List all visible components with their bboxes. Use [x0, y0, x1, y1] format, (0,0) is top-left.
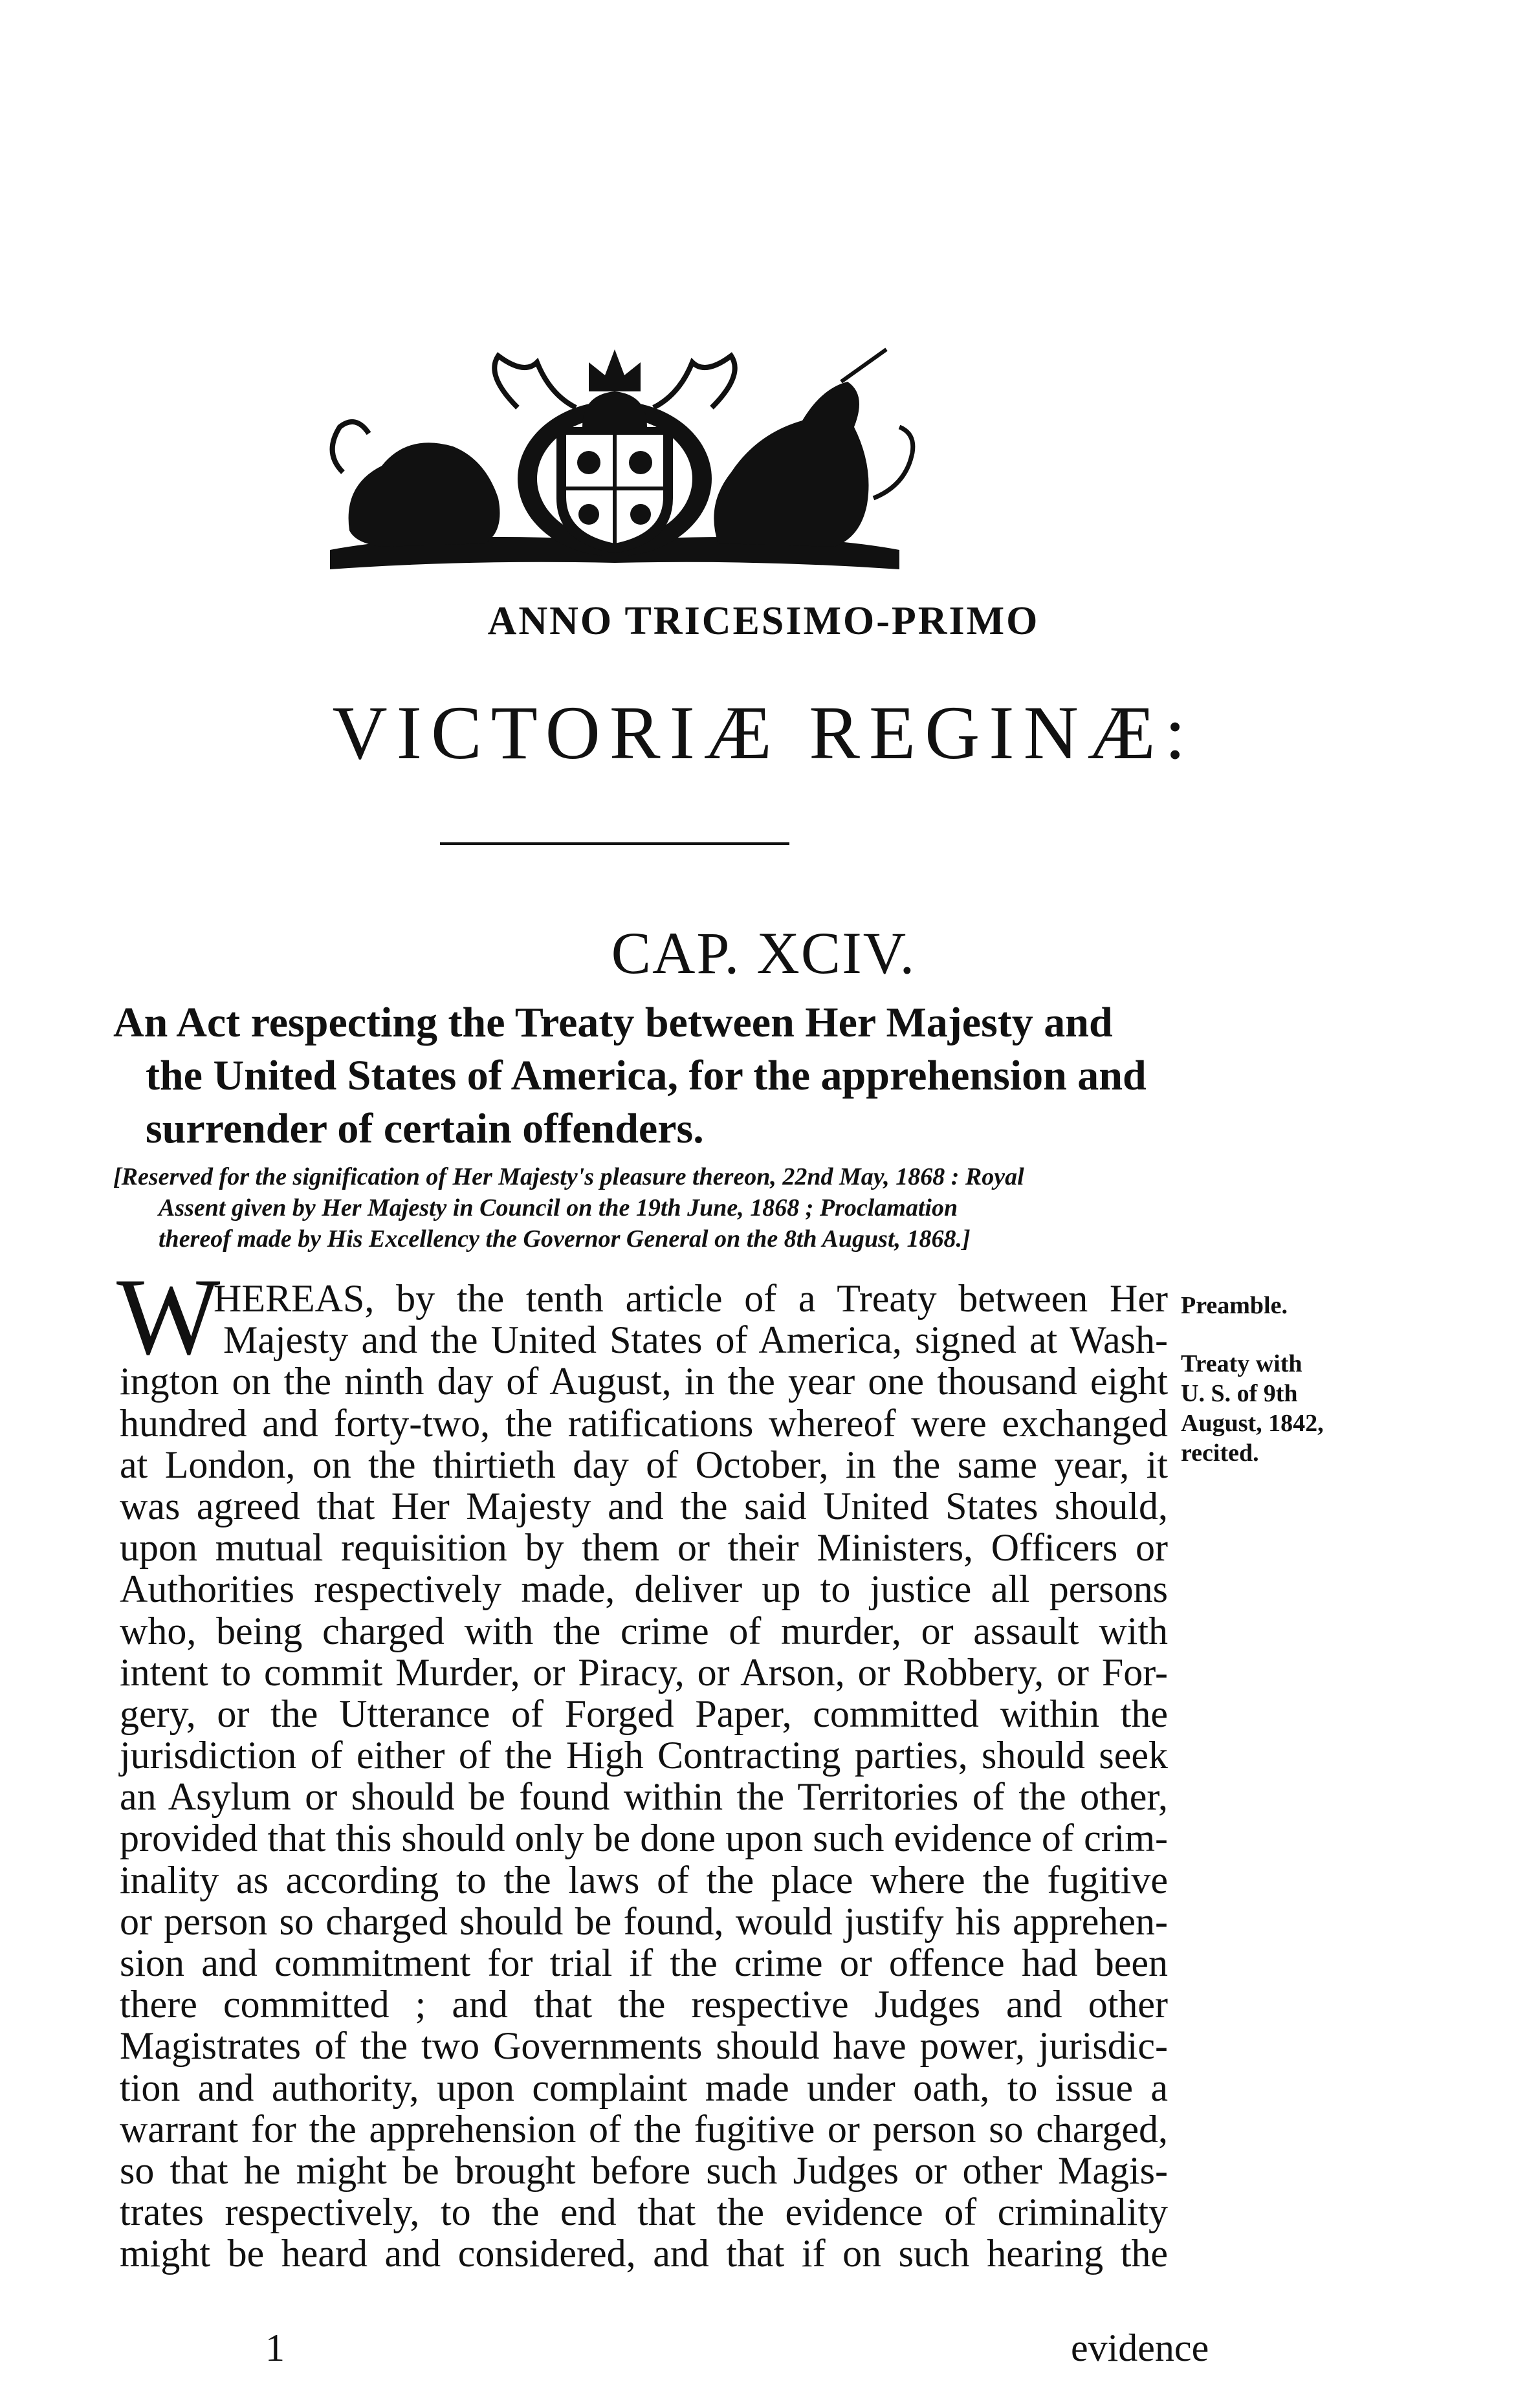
body-line: or person so charged should be found, would justify his apprehen- — [120, 1899, 1168, 1943]
assent-note-line: Assent given by Her Majesty in Council on the 19th June, 1868 ; Proclamation — [159, 1194, 958, 1221]
body-line: might be heard and considered, and that if on such hearing the — [120, 2232, 1168, 2275]
act-title — [113, 996, 1187, 1155]
body-line: HEREAS, by the tenth article of a Treaty between Her — [214, 1277, 1168, 1320]
body-line: was agreed that Her Majesty and the said United States should, — [120, 1484, 1168, 1527]
body-line: ington on the ninth day of August, in the year one thousand eight — [120, 1360, 1168, 1403]
body-line: sion and commitment for trial if the crime or offence had been — [120, 1942, 1168, 1984]
body-line: gery, or the Utterance of Forged Paper, committed within the — [120, 1692, 1168, 1735]
body-line: tion and authority, upon complaint made under oath, to issue a — [120, 2066, 1168, 2109]
page-number: 1 — [265, 2326, 285, 2369]
body-line: who, being charged with the crime of murder, or assault with — [120, 1609, 1168, 1652]
body-line: inality as according to the laws of the place where the fugitive — [120, 1858, 1168, 1901]
body-line: so that he might be brought before such Judges or other Magis- — [120, 2149, 1168, 2192]
preamble-text — [120, 1278, 1168, 2275]
drop-cap-letter: W — [116, 1256, 221, 1377]
assent-note — [113, 1161, 1278, 1254]
body-line: an Asylum or should be found within the Territories of the other, — [120, 1775, 1168, 1819]
regnal-year-heading: ANNO TRICESIMO-PRIMO — [487, 599, 1040, 643]
body-line: Authorities respectively made, deliver up to justice all persons — [120, 1568, 1168, 1611]
margin-note-preamble: Preamble. — [1181, 1292, 1288, 1319]
catchword: evidence — [1071, 2326, 1209, 2369]
body-line: warrant for the apprehension of the fugitive or person so charged, — [120, 2107, 1168, 2151]
body-line: at London, on the thirtieth day of October, in the same year, it — [120, 1443, 1168, 1486]
body-line: upon mutual requisition by them or their Ministers, Officers or — [120, 1526, 1168, 1570]
assent-note-line: thereof made by His Excellency the Governor General on the 8th August, 1868.] — [159, 1225, 971, 1253]
margin-note-line: recited. — [1181, 1439, 1259, 1467]
body-line: intent to commit Murder, or Piracy, or Arson, or Robbery, or For- — [120, 1650, 1168, 1694]
divider-rule — [440, 842, 789, 845]
body-line: provided that this should only be done upon such evidence of crim- — [120, 1817, 1168, 1860]
body-line: Magistrates of the two Governments should have power, jurisdic- — [120, 2024, 1168, 2068]
body-line: Majesty and the United States of America, signed at Wash- — [223, 1319, 1168, 1362]
assent-note-line: [Reserved for the signification of Her Majesty's pleasure thereon, 22nd May, 1868 : Royal — [113, 1163, 1024, 1190]
margin-note-line: Treaty with — [1181, 1350, 1302, 1377]
act-title-line: surrender of certain offenders. — [146, 1105, 704, 1152]
act-title-line: An Act respecting the Treaty between Her Majesty and — [113, 999, 1113, 1046]
margin-note-line: U. S. of 9th — [1181, 1380, 1298, 1407]
royal-coat-of-arms-emblem — [304, 336, 925, 582]
margin-note-treaty — [1181, 1349, 1324, 1468]
chapter-heading: CAP. XCIV. — [611, 920, 916, 986]
body-line: there committed ; and that the respective Judges and other — [120, 1983, 1168, 2026]
body-line: hundred and forty-two, the ratifications whereof were exchanged — [120, 1401, 1168, 1445]
act-title-line: the United States of America, for the apprehension and — [146, 1052, 1147, 1099]
body-line: trates respectively, to the end that the evidence of criminality — [120, 2191, 1168, 2234]
body-line: jurisdiction of either of the High Contracting parties, should seek — [120, 1734, 1168, 1777]
sovereign-heading: VICTORIÆ REGINÆ: — [332, 690, 1195, 775]
margin-note-line: August, 1842, — [1181, 1410, 1324, 1437]
